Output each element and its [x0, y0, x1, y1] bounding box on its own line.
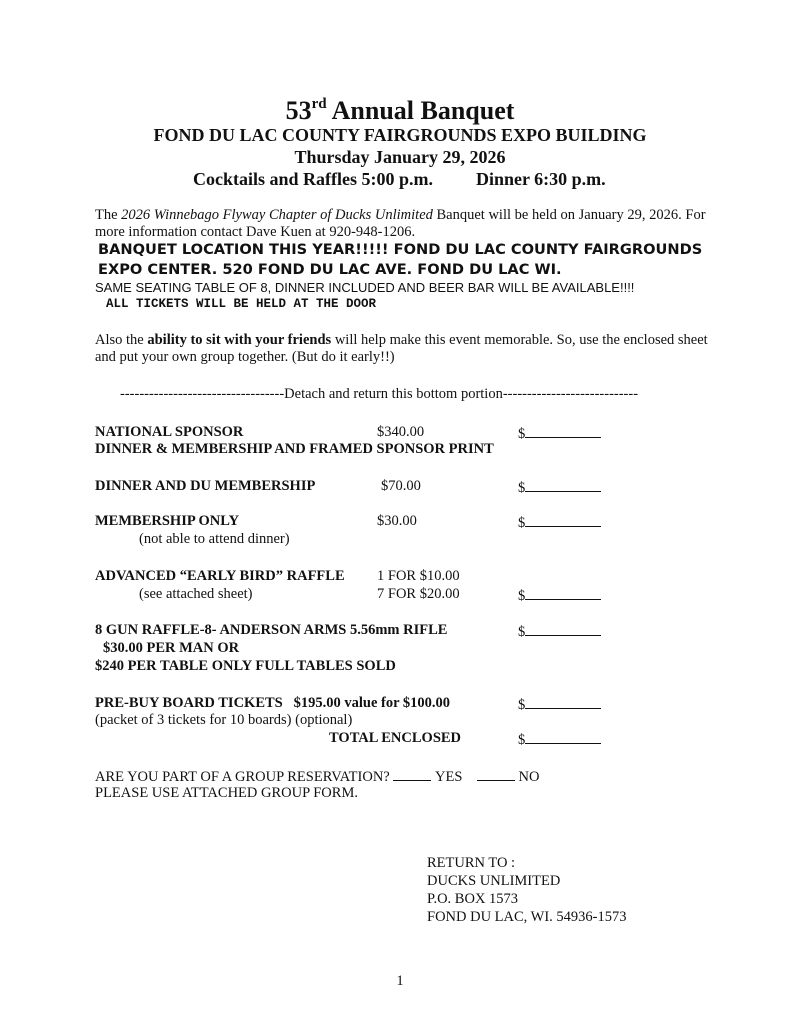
page-number: 1	[396, 973, 404, 989]
amount-blank[interactable]	[525, 478, 601, 492]
intro-text-start: The	[95, 207, 122, 223]
title-text: Annual Banquet	[326, 96, 515, 125]
total-enclosed-label: TOTAL ENCLOSED	[329, 730, 462, 746]
no-blank[interactable]	[477, 767, 515, 781]
friends-text-start: Also the	[95, 332, 148, 348]
friends-paragraph	[95, 332, 720, 366]
group-form-note: PLEASE USE ATTACHED GROUP FORM.	[95, 785, 358, 801]
board-tickets-label: PRE-BUY BOARD TICKETS $195.00 value for $100.00	[95, 695, 451, 711]
early-bird-note: (see attached sheet)	[139, 586, 253, 602]
tickets-notice: ALL TICKETS WILL BE HELD AT THE DOOR	[106, 297, 377, 311]
early-bird-price-seven: 7 FOR $20.00	[377, 586, 460, 602]
gun-raffle-label: 8 GUN RAFFLE-8- ANDERSON ARMS 5.56mm RIFLE	[95, 622, 448, 638]
early-bird-raffle-label: ADVANCED “EARLY BIRD” RAFFLE	[95, 568, 345, 584]
group-question-text: ARE YOU PART OF A GROUP RESERVATION?	[95, 769, 390, 785]
dinner-membership-amount[interactable]	[518, 478, 601, 497]
early-bird-price-single: 1 FOR $10.00	[377, 568, 460, 584]
board-tickets-note: (packet of 3 tickets for 10 boards) (optional)	[95, 712, 353, 728]
intro-text-end: Banquet will be held on January 29, 2026. For more information contact Dave Kuen at 920-948-1206.	[95, 207, 706, 240]
chapter-name: 2026 Winnebago Flyway Chapter of Ducks Unlimited	[121, 207, 433, 223]
group-reservation-question	[95, 767, 539, 786]
event-date: Thursday January 29, 2026	[294, 147, 506, 167]
return-to-label: RETURN TO :	[427, 855, 516, 871]
membership-only-price: $30.00	[377, 513, 417, 529]
yes-blank[interactable]	[393, 767, 431, 781]
location-notice: BANQUET LOCATION THIS YEAR!!!!! FOND DU LAC COUNTY FAIRGROUNDS EXPO CENTER. 520 FOND DU LAC AVE. FOND DU LAC WI.	[98, 241, 703, 278]
no-option: NO	[518, 769, 540, 785]
gun-raffle-per-man: $30.00 PER MAN OR	[103, 640, 240, 656]
dollar-sign: $	[518, 426, 526, 442]
membership-only-label: MEMBERSHIP ONLY	[95, 513, 240, 529]
amount-blank[interactable]	[525, 513, 601, 527]
membership-only-note: (not able to attend dinner)	[139, 531, 290, 547]
national-sponsor-amount[interactable]	[518, 424, 601, 443]
dinner-time: Dinner 6:30 p.m.	[476, 169, 606, 189]
dinner-membership-price: $70.00	[381, 478, 421, 494]
gun-raffle-amount[interactable]	[518, 622, 601, 641]
title-number: 53	[285, 96, 312, 125]
national-sponsor-label: NATIONAL SPONSOR	[95, 424, 244, 440]
venue-heading: FOND DU LAC COUNTY FAIRGROUNDS EXPO BUILDING	[153, 125, 647, 145]
dollar-sign: $	[518, 515, 526, 531]
membership-only-amount[interactable]	[518, 513, 601, 532]
city-state-zip: FOND DU LAC, WI. 54936-1573	[427, 909, 627, 925]
title-ordinal-suffix: rd	[311, 96, 327, 112]
page-title	[0, 96, 800, 126]
amount-blank[interactable]	[525, 586, 601, 600]
dollar-sign: $	[518, 732, 526, 748]
board-tickets-amount[interactable]	[518, 695, 601, 714]
return-address	[427, 854, 627, 926]
detach-line: ----------------------------------Detach and return this bottom portion----------------------------	[120, 386, 639, 402]
cocktails-time: Cocktails and Raffles 5:00 p.m.	[193, 169, 434, 189]
friends-emphasis: ability to sit with your friends	[147, 332, 332, 348]
dollar-sign: $	[518, 480, 526, 496]
national-sponsor-description: DINNER & MEMBERSHIP AND FRAMED SPONSOR PRINT	[95, 441, 494, 457]
seating-notice: SAME SEATING TABLE OF 8, DINNER INCLUDED AND BEER BAR WILL BE AVAILABLE!!!!	[95, 280, 635, 295]
gun-raffle-per-table: $240 PER TABLE ONLY FULL TABLES SOLD	[95, 658, 396, 674]
early-bird-amount[interactable]	[518, 586, 601, 605]
yes-option: YES	[435, 769, 463, 785]
total-enclosed-amount[interactable]	[518, 730, 601, 749]
dollar-sign: $	[518, 588, 526, 604]
amount-blank[interactable]	[525, 730, 601, 744]
dinner-membership-label: DINNER AND DU MEMBERSHIP	[95, 478, 316, 494]
friends-text-end: will help make this event memorable. So, use the enclosed sheet and put your own group together. (But do it early!!)	[95, 332, 708, 365]
po-box: P.O. BOX 1573	[427, 891, 519, 907]
national-sponsor-price: $340.00	[377, 424, 425, 440]
amount-blank[interactable]	[525, 695, 601, 709]
dollar-sign: $	[518, 697, 526, 713]
amount-blank[interactable]	[525, 622, 601, 636]
dollar-sign: $	[518, 624, 526, 640]
organization-name: DUCKS UNLIMITED	[427, 873, 561, 889]
intro-paragraph	[95, 207, 717, 241]
amount-blank[interactable]	[525, 424, 601, 438]
